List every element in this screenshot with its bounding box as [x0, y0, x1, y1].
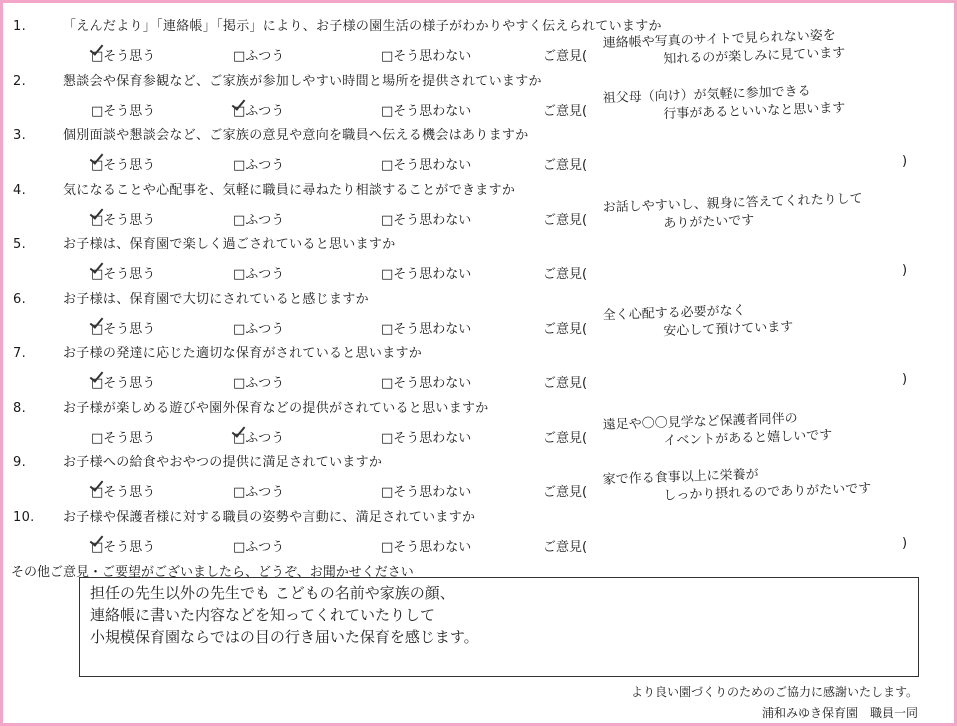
option-agree[interactable]	[91, 154, 155, 173]
handwriting-line: 行事があるといいなと思います	[663, 100, 846, 122]
comment-label: ご意見(	[543, 321, 588, 337]
question-block	[3, 11, 954, 66]
option-disagree[interactable]	[381, 209, 471, 228]
question-block	[3, 175, 954, 230]
question-label: お子様や保護者様に対する職員の姿勢や言動に、満足されていますか	[63, 509, 476, 525]
question-number: 5.	[13, 237, 27, 252]
option-label: □そう思わない	[381, 539, 472, 555]
option-agree[interactable]	[91, 100, 155, 119]
option-neutral[interactable]	[233, 263, 284, 282]
question-block	[3, 229, 954, 284]
option-disagree[interactable]	[381, 100, 471, 119]
option-agree[interactable]	[91, 45, 155, 64]
question-label: 気になることや心配事を、気軽に職員に尋ねたり相談することができますか	[63, 182, 516, 198]
option-agree[interactable]	[91, 263, 155, 282]
option-disagree[interactable]	[381, 45, 471, 64]
question-number: 3.	[13, 128, 27, 143]
question-number: 4.	[13, 182, 27, 198]
question-block	[3, 120, 954, 175]
option-neutral[interactable]	[233, 100, 284, 119]
question-block	[3, 284, 954, 339]
option-agree[interactable]	[91, 427, 155, 446]
comment-label: ご意見(	[543, 376, 588, 391]
question-text	[13, 179, 515, 198]
handwriting-line: 小規模保育園ならではの目の行き届いた保育を感じます。	[90, 628, 479, 646]
handwriting-line: イベントがあると嬉しいです	[663, 427, 833, 449]
question-text	[13, 506, 475, 525]
question-block	[3, 66, 954, 121]
question-label: お子様の発達に応じた適切な保育がされていると思いますか	[63, 346, 423, 361]
option-label: □そう思う	[91, 158, 156, 173]
handwriting-line: しっかり摂れるのでありがたいです	[663, 481, 872, 504]
question-text	[13, 15, 662, 34]
option-label: □ふつう	[233, 212, 285, 228]
question-text	[13, 451, 382, 470]
option-disagree[interactable]	[381, 154, 471, 173]
question-text	[13, 397, 489, 416]
option-disagree[interactable]	[381, 263, 471, 282]
other-comments-box	[79, 577, 919, 677]
handwriting-line: 祖父母（向け）が気軽に参加できる	[602, 83, 811, 106]
option-disagree[interactable]	[381, 427, 471, 446]
question-block	[3, 502, 954, 557]
question-number: 9.	[13, 455, 27, 470]
option-label: □ふつう	[233, 49, 285, 64]
handwriting-line: 安心して預けています	[663, 319, 794, 339]
option-label: □ふつう	[233, 376, 285, 391]
comment-close-paren: )	[902, 263, 908, 278]
option-neutral[interactable]	[233, 536, 284, 555]
option-neutral[interactable]	[233, 154, 284, 173]
question-label: 「えんだより」「連絡帳」「掲示」により、お子様の園生活の様子がわかりやすく伝えられていますか	[63, 19, 662, 34]
option-disagree[interactable]	[381, 372, 471, 391]
question-label: お子様は、保育園で大切にされていると感じますか	[63, 291, 369, 307]
handwriting-line: お話しやすいし、親身に答えてくれたりして	[602, 190, 863, 216]
handwriting-line: 担任の先生以外の先生でも こどもの名前や家族の顔、	[90, 584, 455, 602]
comment-label: ご意見(	[543, 267, 588, 282]
option-agree[interactable]	[91, 318, 155, 337]
other-comments-handwriting	[90, 582, 479, 648]
question-label: お子様が楽しめる遊びや園外保育などの提供がされていると思いますか	[63, 400, 489, 416]
question-label: お子様は、保育園で楽しく過ごされていると思いますか	[63, 237, 396, 252]
question-number: 1.	[13, 19, 27, 34]
option-agree[interactable]	[91, 481, 155, 500]
handwriting-line: 遠足や〇〇見学など保護者同伴の	[602, 410, 798, 433]
option-label: □そう思わない	[381, 103, 472, 119]
comment-label: ご意見(	[543, 158, 588, 173]
thanks-note: より良い園づくりのためのご協力に感謝いたします。	[630, 685, 918, 699]
comment-close-paren: )	[902, 535, 908, 551]
question-number: 6.	[13, 291, 27, 307]
option-label: □そう思う	[91, 267, 156, 282]
question-block	[3, 393, 954, 448]
checkmark-icon	[91, 266, 100, 275]
option-label: □そう思わない	[381, 430, 472, 446]
question-block	[3, 338, 954, 393]
option-neutral[interactable]	[233, 372, 284, 391]
option-label: □そう思う	[91, 49, 156, 64]
comment-handwriting	[602, 300, 793, 343]
question-text	[13, 124, 529, 143]
comment-label: ご意見(	[543, 430, 588, 446]
checkmark-icon	[91, 48, 100, 57]
option-label: □ふつう	[233, 430, 285, 446]
handwriting-line: 連絡帳や写真のサイトで見られない姿を	[602, 28, 836, 52]
handwriting-line: 全く心配する必要がなく	[602, 302, 746, 323]
option-agree[interactable]	[91, 209, 155, 228]
option-label: □ふつう	[233, 103, 285, 119]
option-label: □そう思う	[91, 212, 156, 228]
option-neutral[interactable]	[233, 45, 284, 64]
handwriting-line: 家で作る食事以上に栄養が	[602, 467, 759, 488]
question-number: 7.	[13, 346, 27, 361]
comment-handwriting	[602, 409, 832, 453]
option-label: □ふつう	[233, 321, 285, 337]
comment-label: ご意見(	[543, 485, 588, 500]
checkmark-icon	[233, 103, 242, 112]
option-label: □そう思わない	[381, 158, 472, 173]
option-label: □ふつう	[233, 485, 285, 500]
comment-label: ご意見(	[543, 539, 588, 555]
question-number: 8.	[13, 400, 27, 416]
option-label: □そう思わない	[381, 212, 472, 228]
comment-label: ご意見(	[543, 103, 588, 119]
other-comments-label: その他ご意見・ご要望がございましたら、どうぞ、お聞かせください	[11, 565, 414, 580]
checkmark-icon	[91, 157, 100, 166]
question-text	[13, 233, 396, 252]
option-label: □そう思わない	[381, 485, 472, 500]
question-block	[3, 447, 954, 502]
question-label: 個別面談や懇談会など、ご家族の意見や意向を職員へ伝える機会はありますか	[63, 128, 529, 143]
option-label: □そう思わない	[381, 376, 472, 391]
option-label: □ふつう	[233, 158, 285, 173]
checkmark-icon	[91, 212, 100, 221]
option-label: □そう思わない	[381, 267, 472, 282]
comment-label: ご意見(	[543, 212, 588, 228]
question-text	[13, 288, 369, 307]
option-neutral[interactable]	[233, 209, 284, 228]
option-neutral[interactable]	[233, 318, 284, 337]
option-disagree[interactable]	[381, 318, 471, 337]
option-neutral[interactable]	[233, 427, 284, 446]
comment-label: ご意見(	[543, 49, 588, 64]
question-number: 10.	[13, 509, 35, 525]
option-disagree[interactable]	[381, 481, 471, 500]
option-label: □そう思う	[91, 485, 156, 500]
option-label: □そう思わない	[381, 49, 472, 64]
option-label: □そう思う	[91, 430, 156, 446]
option-label: □ふつう	[233, 539, 285, 555]
option-label: □そう思わない	[381, 321, 472, 337]
question-label: お子様への給食やおやつの提供に満足されていますか	[63, 455, 383, 470]
option-disagree[interactable]	[381, 536, 471, 555]
checkmark-icon	[91, 539, 100, 548]
question-text	[13, 70, 542, 89]
signature: 浦和みゆき保育園 職員一同	[761, 706, 918, 720]
comment-close-paren: )	[902, 154, 908, 169]
comment-close-paren: )	[902, 372, 908, 387]
handwriting-line: ありがたいです	[663, 212, 755, 231]
checkmark-icon	[91, 375, 100, 384]
option-label: □そう思う	[91, 103, 156, 119]
handwriting-line: 知れるのが楽しみに見ています	[663, 45, 846, 68]
question-label: 懇談会や保育参観など、ご家族が参加しやすい時間と場所を提供されていますか	[63, 73, 542, 89]
option-label: □そう思う	[91, 321, 156, 337]
option-neutral[interactable]	[233, 481, 284, 500]
checkmark-icon	[91, 484, 100, 493]
handwriting-line: 連絡帳に書いた内容などを知ってくれていたりして	[90, 606, 436, 624]
option-label: □ふつう	[233, 267, 285, 282]
option-label: □そう思う	[91, 376, 156, 391]
checkmark-icon	[233, 430, 242, 439]
question-text	[13, 342, 422, 361]
option-agree[interactable]	[91, 536, 155, 555]
option-agree[interactable]	[91, 372, 155, 391]
question-number: 2.	[13, 73, 27, 89]
checkmark-icon	[91, 321, 100, 330]
option-label: □そう思う	[91, 539, 156, 555]
